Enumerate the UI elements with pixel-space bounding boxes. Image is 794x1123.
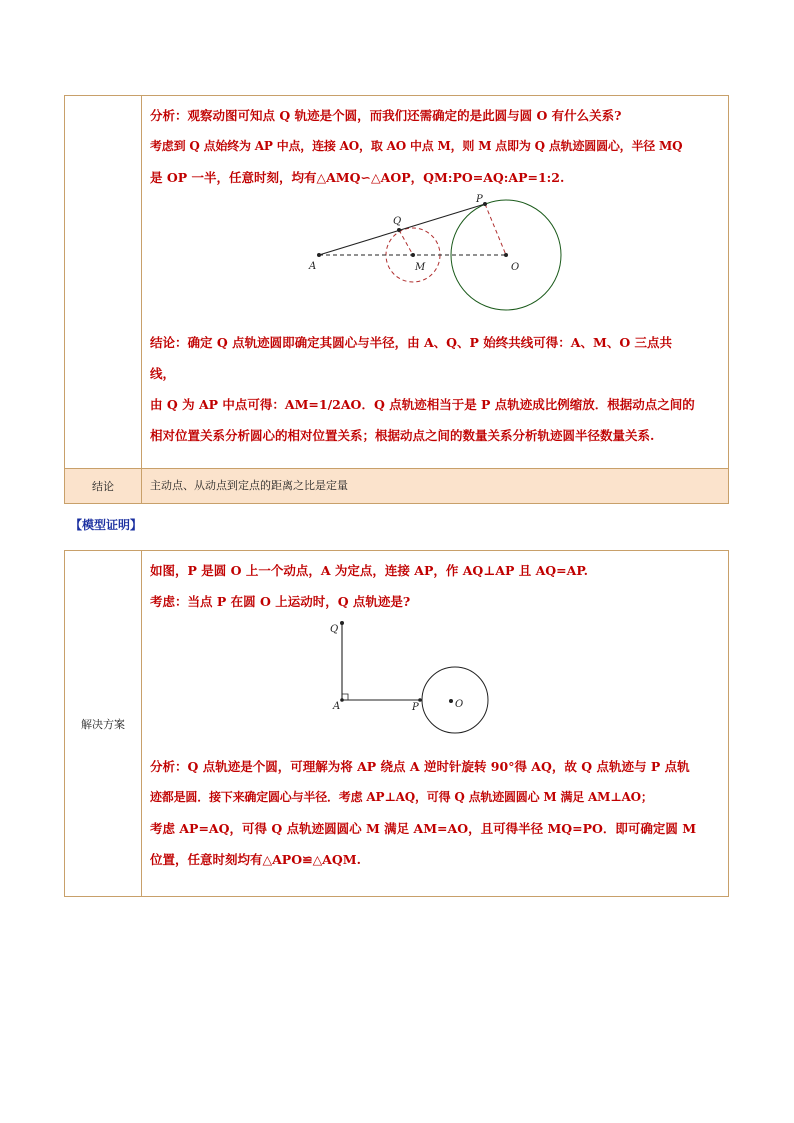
summary-text: 主动点、从动点到定点的距离之比是定量 xyxy=(150,479,348,492)
label-q: Q xyxy=(393,216,402,227)
intro-line: 如图，P 是圆 O 上一个动点，A 为定点，连接 AP，作 AQ⊥AP 且 AQ=AP. xyxy=(150,563,589,578)
point-o xyxy=(449,699,453,703)
conclusion-line: 线， xyxy=(150,366,176,381)
solution-table xyxy=(64,550,729,897)
label-a: A xyxy=(309,261,317,272)
analysis-line: 分析：Q 点轨迹是个圆，可理解为将 AP 绕点 A 逆时针旋转 90°得 AQ，故 Q 点轨迹与 P 点轨 xyxy=(150,759,690,774)
label-q: Q xyxy=(330,624,339,635)
summary-row xyxy=(65,468,728,503)
point-q xyxy=(340,621,344,625)
geometry-figure-1 xyxy=(285,193,585,313)
section-header: 【模型证明】 xyxy=(70,518,143,532)
analysis-left-cell xyxy=(65,96,142,468)
analysis-line: 是 OP 一半，任意时刻，均有△AMQ∽△AOP，QM:PO=AQ:AP=1:2. xyxy=(150,170,565,185)
solution-row xyxy=(65,551,728,896)
analysis-line: 分析：观察动图可知点 Q 轨迹是个圆，而我们还需确定的是此圆与圆 O 有什么关系? xyxy=(150,108,622,123)
analysis-line: 迹都是圆．接下来确定圆心与半径．考虑 AP⊥AQ，可得 Q 点轨迹圆圆心 M 满足 AM⊥AO； xyxy=(150,790,653,804)
intro-line: 考虑：当点 P 在圆 O 上运动时，Q 点轨迹是? xyxy=(150,594,411,609)
label-p: P xyxy=(412,702,419,713)
analysis-content xyxy=(142,96,728,468)
point-q xyxy=(397,228,401,232)
conclusion-line: 由 Q 为 AP 中点可得：AM=1/2AO．Q 点轨迹相当于是 P 点轨迹成比例缩放．根据动点之间的 xyxy=(150,397,695,412)
point-p xyxy=(418,698,422,702)
point-p xyxy=(483,202,487,206)
analysis-line: 考虑到 Q 点始终为 AP 中点，连接 AO，取 AO 中点 M，则 M 点即为 Q 点轨迹圆圆心，半径 MQ xyxy=(150,139,683,153)
label-o: O xyxy=(455,699,464,710)
label-m: M xyxy=(415,262,426,273)
analysis-line: 考虑 AP=AQ，可得 Q 点轨迹圆圆心 M 满足 AM=AO，且可得半径 MQ=PO．即可确定圆 M xyxy=(150,821,697,836)
segment-ap xyxy=(319,204,485,255)
conclusion-line: 结论：确定 Q 点轨迹圆即确定其圆心与半径，由 A、Q、P 始终共线可得：A、M、O 三点共 xyxy=(150,335,673,350)
solution-content xyxy=(142,551,728,896)
summary-label: 结论 xyxy=(65,469,142,503)
conclusion-line: 相对位置关系分析圆心的相对位置关系；根据动点之间的数量关系分析轨迹圆半径数量关系. xyxy=(150,428,655,443)
point-o xyxy=(504,253,508,257)
analysis-table xyxy=(64,95,729,504)
segment-po xyxy=(485,204,506,255)
label-a: A xyxy=(333,701,341,712)
geometry-figure-2 xyxy=(310,617,510,747)
point-a xyxy=(340,698,344,702)
solution-label: 解决方案 xyxy=(65,551,142,896)
label-o: O xyxy=(511,262,520,273)
point-m xyxy=(411,253,415,257)
point-a xyxy=(317,253,321,257)
analysis-line: 位置，任意时刻均有△APO≌△AQM. xyxy=(150,852,361,867)
analysis-row xyxy=(65,96,728,468)
label-p: P xyxy=(476,194,483,205)
segment-mq xyxy=(399,230,413,255)
